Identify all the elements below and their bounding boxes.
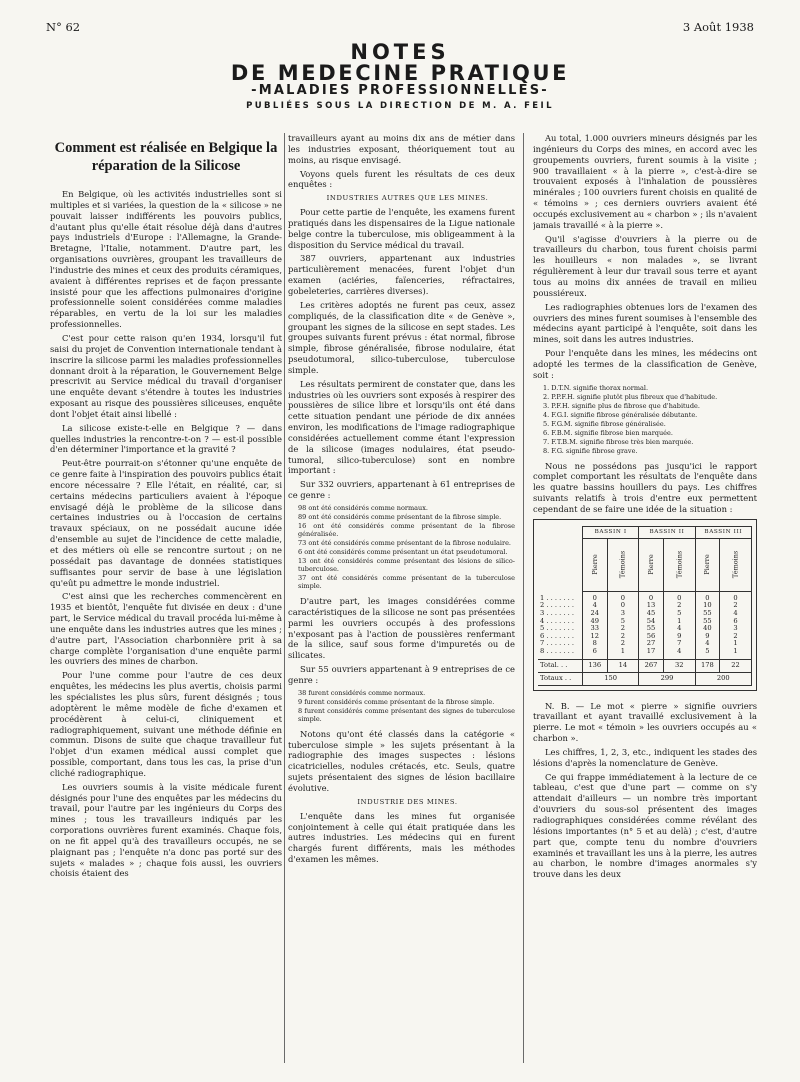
- table-cell: 3: [720, 625, 752, 633]
- stage-label: 8 . . . . . . .: [538, 648, 583, 656]
- table-cell: 4: [663, 625, 695, 633]
- table-cell: 55: [695, 610, 720, 618]
- paragraph: Les radiographies obtenues lors de l'examen des ouvriers des mines furent soumises à l'ensemble des médecins ayant participé à l'enquête, soit dans les mines, soit dans les autres industries.: [533, 301, 757, 345]
- table-cell: 55: [695, 618, 720, 626]
- list-item: 2. P.P.F.H. signifie plutôt plus fibreux que d'habitude.: [543, 392, 718, 401]
- table-cell: 1: [720, 648, 752, 656]
- table-corner: [538, 526, 583, 538]
- table-cell: 4: [583, 602, 608, 610]
- geneva-classification-list: [533, 384, 757, 455]
- column-2: [288, 133, 515, 1073]
- table-cell: 0: [607, 595, 639, 603]
- table-cell: 0: [720, 595, 752, 603]
- paragraph: Qu'il s'agisse d'ouvriers à la pierre ou de travailleurs du charbon, tous furent choisis parmi les houilleurs « non malades », se livrant régulièrement à leur dur travail sous terre et ayant tous au moins dix années de travail en milieu poussiéreux.: [533, 233, 757, 298]
- list-item: 8. F.G. signifie fibrose grave.: [543, 446, 638, 455]
- paragraph: Voyons quels furent les résultats de ces deux enquêtes :: [288, 168, 515, 190]
- grand-total-cell: 150: [583, 672, 639, 685]
- section-heading-mines: INDUSTRIE DES MINES.: [357, 797, 458, 806]
- paragraph: Nous ne possédons pas jusqu'ici le rapport complet comportant les résultats de l'enquête dans les quatre bassins houillers du pays. Les chiffres suivants relatifs à trois d'entre eux permettent cependant de se faire une idée de la situation :: [533, 460, 757, 514]
- column-header: Témoins: [607, 538, 639, 591]
- paragraph: 387 ouvriers, appartenant aux industries particulièrement menacées, furent l'objet d'un examen (aciéries, faïenceries, réfractaires, gobeleteries, carrières diverses).: [288, 253, 515, 296]
- table-corner: [538, 538, 583, 591]
- grand-total-cell: 299: [639, 672, 695, 685]
- table-cell: 6: [720, 618, 752, 626]
- column-header: Pierre: [695, 538, 720, 591]
- paragraph: Les ouvriers soumis à la visite médicale furent désignés pour l'une des enquêtes par les médecins du travail, pour l'autre par les ingénieurs du Corps des mines ; tous les travailleurs indiqués par les corporations ouvrières furent examinés. Chaque fois, on ne fit appel qu'à des travailleurs occupés, ne se plaignant pas ; l'enquête n'a donc pas porté sur des sujets « malades » ; chaque fois aussi, les ouvriers choisis étaient des: [50, 781, 282, 879]
- list-item: 6 ont été considérés comme présentant un état pseudotumoral.: [298, 548, 508, 556]
- list-item: 37 ont été considérés comme présentant de la tuberculose simple.: [298, 574, 515, 590]
- results-list-silica: [288, 504, 515, 590]
- table-cell: 2: [720, 633, 752, 641]
- table-cell: 5: [695, 648, 720, 656]
- table-cell: 2: [607, 625, 639, 633]
- table-cell: 2: [720, 602, 752, 610]
- paragraph: En Belgique, où les activités industrielles sont si multiples et si variées, la question de la « silicose » ne pouvait laisser indifférents les pouvoirs publics, d'autant plus qu'elle était résolue déjà dans d'autres pays industriels d'Europe : l'Allemagne, la Grande-Bretagne, l'Italie, notamment. D'autre part, les organisations ouvrières, groupant les travailleurs de l'industrie des mines et ceux des produits céramiques, avaient à différentes reprises et de façon pressante insisté pour que les affections pulmonaires d'origine professionnelle soient considérées comme maladies réparables, en vertu de la loi sur les maladies professionnelles.: [50, 189, 282, 330]
- list-item: 7. F.T.B.M. signifie fibrose très bien marquée.: [543, 437, 694, 446]
- bassins-table: [538, 526, 752, 686]
- table-cell: 4: [663, 648, 695, 656]
- table-cell: 1: [607, 648, 639, 656]
- total-cell: 32: [663, 659, 695, 672]
- total-label: Total. . .: [538, 659, 583, 672]
- bassins-table-frame: [533, 519, 757, 691]
- table-cell: 3: [607, 610, 639, 618]
- column-1: [50, 133, 282, 1073]
- table-cell: 2: [607, 640, 639, 648]
- table-cell: 7: [663, 640, 695, 648]
- table-cell: 2: [607, 633, 639, 641]
- paragraph: N. B. — Le mot « pierre » signifie ouvriers travaillant et ayant travaillé exclusivement à la pierre. Le mot « témoin » les ouvriers occupés au « charbon ».: [533, 700, 757, 744]
- stage-label: 7 . . . . . . .: [538, 640, 583, 648]
- total-cell: 267: [639, 659, 664, 672]
- paragraph: Peut-être pourrait-on s'étonner qu'une enquête de ce genre faite à l'inspiration des pouvoirs publics était encore nécessaire ? Elle l'était, en réalité, car, si certains médecins particuliers avaient à l'époque envisagé déjà le problème de la silicose dans certaines industries ou à l'occasion de certains travaux spéciaux, on ne possédait aucune idée d'ensemble au sujet de l'incidence de cette maladie, et des métiers où elle se rencontre surtout ; on ne possédait pas davantage de données statistiques suffisantes pour servir de base à une législation qu'eût pu admettre le monde industriel.: [50, 458, 282, 588]
- table-cell: 5: [663, 610, 695, 618]
- list-item: 98 ont été considérés comme normaux.: [298, 504, 428, 512]
- table-cell: 9: [663, 633, 695, 641]
- bassin-header: BASSIN II: [639, 526, 695, 538]
- list-item: 38 furent considérés comme normaux.: [298, 688, 426, 697]
- masthead-line-direction: PUBLIÉES SOUS LA DIRECTION DE M. A. FEIL: [246, 101, 554, 111]
- list-item: 73 ont été considérés comme présentant de la fibrose nodulaire.: [298, 539, 511, 547]
- masthead-line-maladies: -MALADIES PROFESSIONNELLES-: [251, 83, 549, 98]
- stage-label: 5 . . . . . . .: [538, 625, 583, 633]
- bassin-header: BASSIN I: [583, 526, 639, 538]
- table-cell: 1: [720, 640, 752, 648]
- paragraph: Pour l'enquête dans les mines, les médecins ont adopté les termes de la classification de Genève, soit :: [533, 348, 757, 380]
- paragraph: Sur 332 ouvriers, appartenant à 61 entreprises de ce genre :: [288, 479, 515, 501]
- table-cell: 8: [583, 640, 608, 648]
- column-header: Pierre: [639, 538, 664, 591]
- paragraph: Notons qu'ont été classés dans la catégorie « tuberculose simple » les sujets présentant à la radiographie des images suspectes : lésions cicatricielles, nodules crétacés, etc. Seuls, quatre sujets présentaient des signes de lésion bacillaire évolutive.: [288, 728, 515, 793]
- paragraph: Pour l'une comme pour l'autre de ces deux enquêtes, les médecins les plus avertis, choisis parmi les spécialistes les plus sûrs, furent désignés ; tous adoptèrent le même modèle de fiche d'examen et procédèrent à celui-ci, cliniquement et radiographiquement, suivant une méthode définie en commun. Disons de suite que chaque travailleur fut l'objet d'un examen médical aussi complet que possible, comportant, dans tous les cas, la prise d'un cliché radiographique.: [50, 670, 282, 778]
- list-item: 8 furent considérés comme présentant des signes de tuberculose simple.: [298, 706, 515, 723]
- table-cell: 4: [695, 640, 720, 648]
- masthead-line-medecine: DE MEDECINE PRATIQUE: [230, 61, 570, 85]
- list-item: 16 ont été considérés comme présentant de la fibrose généralisée.: [298, 522, 515, 538]
- paragraph: Ce qui frappe immédiatement à la lecture de ce tableau, c'est que d'une part — comme on s'y attendait d'ailleurs — un nombre très important d'ouvriers du sous-sol présentent des images radiographiques considérées comme révélant des lésions importantes (n° 5 et au delà) ; c'est, d'autre part que, compte tenu du nombre d'ouvriers examinés et travaillant les uns à la pierre, les autres au charbon, le nombre d'images anormales s'y trouve dans les deux: [533, 771, 757, 880]
- table-cell: 1: [663, 618, 695, 626]
- table-cell: 55: [639, 625, 664, 633]
- list-item: 9 furent considérés comme présentant de la fibrose simple.: [298, 697, 495, 706]
- table-cell: 9: [695, 633, 720, 641]
- table-cell: 0: [663, 595, 695, 603]
- column-rule: [284, 133, 285, 1063]
- list-item: 6. F.B.M. signifie fibrose bien marquée.: [543, 428, 673, 437]
- column-header: Témoins: [720, 538, 752, 591]
- table-cell: 17: [639, 648, 664, 656]
- paragraph: La silicose existe-t-elle en Belgique ? — dans quelles industries la rencontre-t-on ? — est-il possible d'en déterminer l'importance et la gravité ?: [50, 422, 282, 455]
- column-header: Témoins: [663, 538, 695, 591]
- total-cell: 22: [720, 659, 752, 672]
- table-cell: 12: [583, 633, 608, 641]
- total-cell: 14: [607, 659, 639, 672]
- section-heading-other-industries: INDUSTRIES AUTRES QUE LES MINES.: [326, 194, 489, 203]
- table-body: [538, 591, 752, 655]
- list-item: 13 ont été considérés comme présentant des lésions de silico-tuberculose.: [298, 557, 515, 573]
- paragraph: L'enquête dans les mines fut organisée conjointement à celle qui était pratiquée dans les autres industries. Les médecins qui en furent chargés furent différents, mais les méthodes d'examen les mêmes.: [288, 810, 515, 865]
- grand-total-cell: 200: [695, 672, 751, 685]
- table-cell: 13: [639, 602, 664, 610]
- paragraph: Au total, 1.000 ouvriers mineurs désignés par les ingénieurs du Corps des mines, en accord avec les groupements ouvriers, furent soumis à la visite ; 900 travaillaient « à la pierre », c'est-à-dire se trouvaient exposés à l'inhalation de poussières minérales ; 100 ouvriers furent choisis en qualité de « témoins » ; ces derniers ouvriers avaient été occupés exclusivement au « charbon » ; ils n'avaient jamais travaillé « à la pierre ».: [533, 133, 757, 230]
- paragraph: Les chiffres, 1, 2, 3, etc., indiquent les stades des lésions d'après la nomenclature de Genève.: [533, 746, 757, 768]
- stage-label: 4 . . . . . . .: [538, 618, 583, 626]
- issue-number: N° 62: [46, 20, 81, 34]
- list-item: 5. F.G.M. signifie fibrose généralisée.: [543, 419, 666, 428]
- list-item: 89 ont été considérés comme présentant de la fibrose simple.: [298, 513, 502, 521]
- table-cell: 45: [639, 610, 664, 618]
- column-rule: [523, 133, 524, 1063]
- stage-label: 2 . . . . . . .: [538, 602, 583, 610]
- bassin-header: BASSIN III: [695, 526, 751, 538]
- masthead-line-notes: NOTES: [350, 40, 450, 64]
- totaux-label: Totaux . .: [538, 672, 583, 685]
- article-title: Comment est réalisée en Belgique la réparation de la Silicose: [54, 140, 278, 174]
- list-item: 1. D.T.N. signifie thorax normal.: [543, 383, 649, 392]
- page-header: [46, 20, 754, 34]
- paragraph: C'est ainsi que les recherches commencèrent en 1935 et bientôt, l'enquête fut divisée en deux : d'une part, le Service médical du travail procéda lui-même à une enquête dans les industries autres que les mines ; d'autre part, l'Association charbonnière prit à sa charge complète l'organisation d'une enquête parmi les ouvriers des mines de charbon.: [50, 591, 282, 667]
- column-3: [533, 133, 757, 1073]
- results-list-non-silica: [288, 689, 515, 723]
- table-cell: 54: [639, 618, 664, 626]
- issue-date: 3 Août 1938: [682, 20, 754, 34]
- stage-label: 3 . . . . . . .: [538, 610, 583, 618]
- column-header: Pierre: [583, 538, 608, 591]
- table-total-row: [538, 659, 752, 672]
- stage-label: 6 . . . . . . .: [538, 633, 583, 641]
- table-cell: 10: [695, 602, 720, 610]
- table-cell: 4: [720, 610, 752, 618]
- table-cell: 0: [583, 595, 608, 603]
- table-cell: 0: [607, 602, 639, 610]
- table-cell: 0: [695, 595, 720, 603]
- table-cell: 49: [583, 618, 608, 626]
- table-cell: 6: [583, 648, 608, 656]
- list-item: 4. F.G.I. signifie fibrose généralisée débutante.: [543, 410, 698, 419]
- table-cell: 27: [639, 640, 664, 648]
- table-cell: 33: [583, 625, 608, 633]
- list-item: 3. P.F.H. signifie plus de fibrose que d'habitude.: [543, 401, 700, 410]
- table-cell: 0: [639, 595, 664, 603]
- paragraph: travailleurs ayant au moins dix ans de métier dans les industries exposant, théoriquement tout au moins, au risque envisagé.: [288, 133, 515, 165]
- table-cell: 56: [639, 633, 664, 641]
- table-cell: 5: [607, 618, 639, 626]
- paragraph: Les critères adoptés ne furent pas ceux, assez compliqués, de la classification dite « de Genève », groupant les signes de la silicose en sept stades. Les groupes suivants furent prévus : état normal, fibrose simple, fibrose généralisée, fibrose nodulaire, état pseudotumoral, silico-tuberculose, tuberculose simple.: [288, 299, 515, 375]
- table-cell: 2: [663, 602, 695, 610]
- table-row: [538, 648, 752, 656]
- paragraph: C'est pour cette raison qu'en 1934, lorsqu'il fut saisi du projet de Convention internationale tendant à inscrire la silicose parmi les maladies professionnelles donnant droit à la réparation, le Gouvernement Belge prescrivit au Service médical du travail d'organiser une enquête devant s'étendre à toutes les industries exposant au risque des poussières siliceuses, enquête dont l'objet était ainsi libellé :: [50, 332, 282, 419]
- total-cell: 178: [695, 659, 720, 672]
- paragraph: Sur 55 ouvriers appartenant à 9 entreprises de ce genre :: [288, 664, 515, 685]
- total-cell: 136: [583, 659, 608, 672]
- paragraph: D'autre part, les images considérées comme caractéristiques de la silicose ne sont pas présentées parmi les ouvriers occupés à des professions n'exposant pas à l'action de poussières renfermant de la silice, sauf sous forme d'impuretés ou de silicates.: [288, 596, 515, 661]
- table-cell: 24: [583, 610, 608, 618]
- table-cell: 40: [695, 625, 720, 633]
- paragraph: Les résultats permirent de constater que, dans les industries où les ouvriers sont exposés à respirer des poussières de silice libre et lorsqu'ils ont été dans cette situation pendant une période de dix années environ, les modifications de l'image radiographique considérées actuellement comme étant l'expression de la silicose (images nodulaires, état pseudo-tumoral, silico-tuberculose) sont en nombre important :: [288, 378, 515, 476]
- table-grand-total-row: [538, 672, 752, 685]
- paragraph: Pour cette partie de l'enquête, les examens furent pratiqués dans les dispensaires de la Ligue nationale belge contre la tuberculose, mis obligeamment à la disposition du Service médical du travail.: [288, 207, 515, 250]
- stage-label: 1 . . . . . . .: [538, 595, 583, 603]
